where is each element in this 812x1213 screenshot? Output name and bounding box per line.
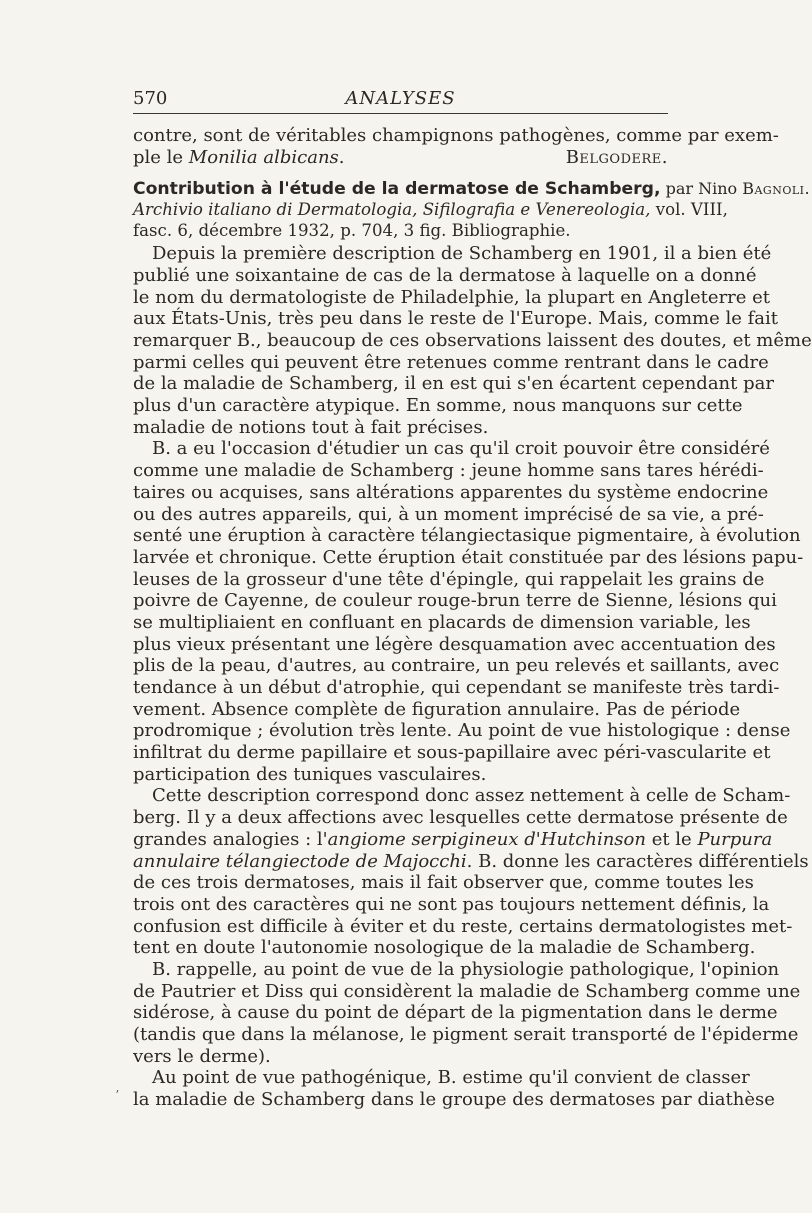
article-title-text: Contribution à l'étude de la dermatose de Schamberg,: [133, 179, 661, 200]
article-byline: [660, 179, 810, 198]
italic-term: Purpura: [697, 828, 773, 850]
text-line: [133, 850, 809, 873]
text-line: plis de la peau, d'autres, au contraire, un peu relevés et saillants, avec: [133, 655, 780, 677]
paragraph-2: [133, 438, 804, 785]
byline-prefix: par Nino: [660, 179, 743, 199]
text-line: vement. Absence complète de figuration annulaire. Pas de période: [133, 698, 741, 720]
text-line: plus d'un caractère atypique. En somme, nous manquons sur cette: [133, 395, 743, 417]
prev-review-line: contre, sont de véritables champignons pathogènes, comme par exem-: [133, 125, 779, 146]
text-line: tendance à un début d'atrophie, qui cependant se manifeste très tardi-: [133, 677, 780, 698]
italic-term: annulaire télangiectode de Majocchi: [133, 850, 467, 872]
paragraph-3-rest: [133, 872, 793, 959]
article-reference-journal: [133, 200, 728, 221]
journal-volume: vol. VIII,: [650, 200, 728, 220]
article-author: Bagnoli.: [742, 179, 811, 199]
text-line: infiltrat du derme papillaire et sous-papillaire avec péri-vascularite et: [133, 742, 771, 764]
text-line: larvée et chronique. Cette éruption était constituée par des lésions papu-: [133, 546, 804, 568]
text-line: Depuis la première description de Schamberg en 1901, il a bien été: [152, 243, 772, 265]
text-line: taires ou acquises, sans altérations apparentes du système endocrine: [133, 481, 769, 503]
prev-review-suffix: .: [338, 146, 345, 168]
text-line: participation des tuniques vasculaires.: [133, 763, 487, 785]
prev-review-italic: Monilia albicans: [188, 146, 339, 168]
text-line: de Pautrier et Diss qui considèrent la maladie de Schamberg comme une: [133, 980, 801, 1002]
text-line: remarquer B., beaucoup de ces observations laissent des doutes, et même: [133, 330, 812, 351]
text-line: plus vieux présentant une légère desquamation avec accentuation des: [133, 633, 776, 655]
text-line: de ces trois dermatoses, mais il fait observer que, comme toutes les: [133, 872, 754, 894]
text-line: aux États-Unis, très peu dans le reste de l'Europe. Mais, comme le fait: [133, 308, 778, 330]
text-line: [133, 828, 773, 851]
text-line: le nom du dermatologiste de Philadelphie, la plupart en Angleterre et: [133, 286, 771, 308]
text-line: se multipliaient en confluant en placards de dimension variable, les: [133, 611, 751, 633]
text-line: publié une soixantaine de cas de la dermatose à laquelle on a donné: [133, 264, 757, 286]
running-head: ANALYSES: [345, 88, 456, 109]
paragraph-1: [133, 243, 812, 438]
italic-term: angiome serpigineux d'Hutchinson: [327, 828, 646, 850]
article-reference-details: fasc. 6, décembre 1932, p. 704, 3 fig. Bibliographie.: [133, 220, 571, 240]
text-line: Au point de vue pathogénique, B. estime qu'il convient de classer: [152, 1067, 750, 1089]
prev-review-text: [133, 147, 345, 169]
margin-mark: ʼ: [115, 1088, 119, 1102]
article-title: [133, 178, 811, 200]
paragraph-3: [133, 785, 809, 959]
text-line: sidérose, à cause du point de départ de la pigmentation dans le derme: [133, 1002, 778, 1024]
text-fragment: et le: [645, 828, 698, 850]
page-number: 570: [133, 88, 168, 109]
text-line: senté une éruption à caractère télangiectasique pigmentaire, à évolution: [133, 525, 801, 547]
text-line: prodromique ; évolution très lente. Au point de vue histologique : dense: [133, 720, 791, 742]
paragraph-5: [133, 1067, 775, 1111]
header-rule: [133, 113, 668, 114]
text-line: la maladie de Schamberg dans le groupe des dermatoses par diathèse: [133, 1089, 775, 1111]
page-content: [133, 125, 812, 1111]
text-line: Cette description correspond donc assez nettement à celle de Scham-: [152, 785, 791, 807]
text-line: (tandis que dans la mélanose, le pigment serait transporté de l'épiderme: [133, 1024, 799, 1045]
text-line: de la maladie de Schamberg, il en est qui s'en écartent cependant par: [133, 373, 774, 395]
text-fragment: grandes analogies : l': [133, 828, 328, 850]
text-line: comme une maladie de Schamberg : jeune homme sans tares hérédi-: [133, 460, 764, 482]
text-fragment: . B. donne les caractères différentiels: [466, 850, 809, 872]
text-line: B. a eu l'occasion d'étudier un cas qu'il croit pouvoir être considéré: [152, 438, 770, 460]
prev-review-closing-line: [133, 147, 668, 169]
prev-review-prefix: ple le: [133, 146, 189, 168]
text-line: leuses de la grosseur d'une tête d'épingle, qui rappelait les grains de: [133, 568, 765, 590]
text-line: berg. Il y a deux affections avec lesquelles cette dermatose présente de: [133, 807, 788, 829]
text-line: B. rappelle, au point de vue de la physiologie pathologique, l'opinion: [152, 958, 780, 980]
page-header: [133, 82, 668, 112]
text-line: trois ont des caractères qui ne sont pas toujours nettement définis, la: [133, 893, 770, 915]
text-line: vers le derme).: [133, 1045, 271, 1067]
paragraph-4: [133, 958, 801, 1067]
text-line: tent en doute l'autonomie nosologique de la maladie de Schamberg.: [133, 937, 756, 959]
text-line: poivre de Cayenne, de couleur rouge-brun terre de Sienne, lésions qui: [133, 590, 777, 612]
text-line: confusion est difficile à éviter et du reste, certains dermatologistes met-: [133, 915, 793, 937]
journal-name: Archivio italiano di Dermatologia, Sifilografia e Venereologia,: [133, 200, 651, 220]
text-line: parmi celles qui peuvent être retenues comme rentrant dans le cadre: [133, 351, 769, 373]
text-line: maladie de notions tout à fait précises.: [133, 416, 489, 438]
text-line: ou des autres appareils, qui, à un moment imprécisé de sa vie, a pré-: [133, 503, 764, 525]
reviewer-signature: Belgodere.: [565, 146, 668, 168]
